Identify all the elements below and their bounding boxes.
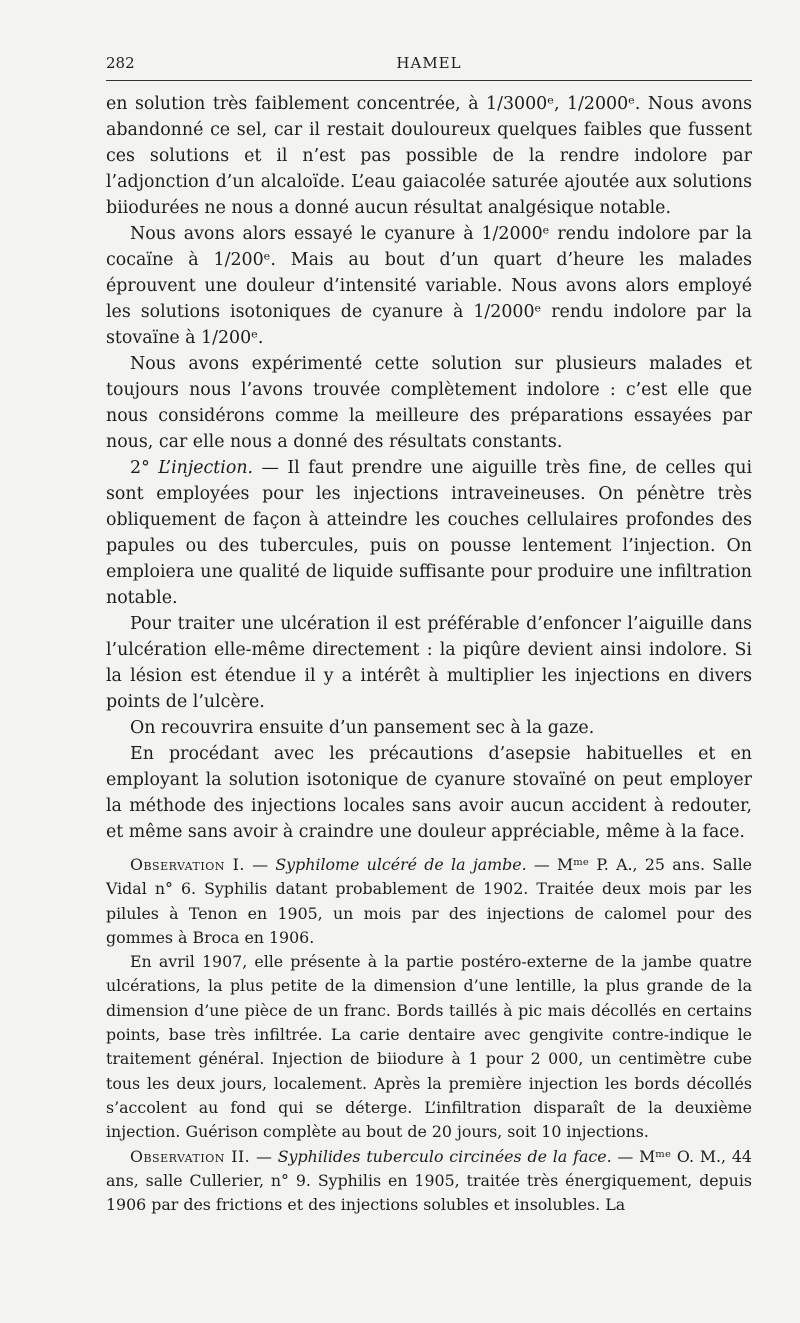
observation-label: Observation I. <box>130 855 245 874</box>
main-text <box>106 91 752 845</box>
section-dash: — <box>261 458 279 478</box>
paragraph-3: Nous avons expérimenté cette solution sur plusieurs malades et toujours nous l’avons trouvée complètement indolore : c’est elle que nous considérons comme la meilleure des préparations essayées par nous, car elle nous a donné des résultats constants. <box>106 354 752 452</box>
paragraph-5: Pour traiter une ulcération il est préférable d’enfoncer l’aiguille dans l’ulcération elle-même directement : la piqûre devient ainsi indolore. Si la lésion est étendue il y a intérêt à multiplier les injections en divers points de l’ulcère. <box>106 614 752 712</box>
running-header <box>106 54 752 81</box>
section-text: Il faut prendre une aiguille très fine, de celles qui sont employées pour les injections intraveineuses. On pénètre très obliquement de façon à atteindre les couches cellulaires profondes des papules ou des tubercules, puis on pousse lentement l’injection. On emploiera une qualité de liquide suffisante pour produire une infiltration notable. <box>106 458 753 608</box>
paragraph-2: Nous avons alors essayé le cyanure à 1/2000ᵉ rendu indolore par la cocaïne à 1/200ᵉ. Mais au bout d’un quart d’heure les malades éprouvent une douleur d’intensité variable. Nous avons alors employé les solutions isotoniques de cyanure à 1/2000ᵉ rendu indolore par la stovaïne à 1/200ᵉ. <box>106 224 752 348</box>
observation-title: Syphilome ulcéré de la jambe. <box>275 855 527 874</box>
paragraph-injection <box>106 455 752 611</box>
book-page <box>106 54 752 1217</box>
paragraph-6: On recouvrira ensuite d’un pansement sec à la gaze. <box>130 718 595 738</box>
observation-1 <box>106 853 752 950</box>
section-number: 2° <box>130 458 150 478</box>
observation-text: — Mᵐᵉ O. M., 44 ans, salle Cullerier, n° 9. Syphilis en 1905, traitée très énergiquement, depuis 1906 par des frictions et des injections solubles et insolubles. La <box>106 1146 752 1215</box>
observations <box>106 853 752 1217</box>
observation-title: Syphilides tuberculo circinées de la face. <box>277 1146 612 1166</box>
observation-dash: — <box>252 855 269 874</box>
observation-label: Observation II. <box>130 1146 251 1166</box>
observation-2 <box>106 1145 752 1218</box>
observation-text: — Mᵐᵉ P. A., 25 ans. Salle Vidal n° 6. Syphilis datant probablement de 1902. Traitée deux mois par les pilules à Tenon en 1905, un mois par des injections de calomel pour des gommes à Broca en 1906. <box>106 855 752 947</box>
running-title: HAMEL <box>396 54 462 72</box>
paragraph-1: en solution très faiblement concentrée, à 1/3000ᵉ, 1/2000ᵉ. Nous avons abandonné ce sel, car il restait douloureux quelques faibles que fussent ces solutions et il n’est pas possible de la rendre indolore par l’adjonction d’un alcaloïde. L’eau gaiacolée saturée ajoutée aux solutions biiodurées ne nous a donné aucun résultat analgésique notable. <box>106 94 752 218</box>
observation-1-continued: En avril 1907, elle présente à la partie postéro-externe de la jambe quatre ulcérations, la plus petite de la dimension d’une lentille, la plus grande de la dimension d’une pièce de un franc. Bords taillés à pic mais décollés en certains points, base très infiltrée. La carie dentaire avec gengivite contre-indique le traitement général. Injection de biiodure à 1 pour 2 000, un centimètre cube tous les deux jours, localement. Après la première injection les bords décollés s’accolent au fond qui se déterge. L’infiltration disparaît de la deuxième injection. Guérison complète au bout de 20 jours, soit 10 injections. <box>106 952 752 1142</box>
paragraph-7: En procédant avec les précautions d’asepsie habituelles et en employant la solution isotonique de cyanure stovaïné on peut employer la méthode des injections locales sans avoir aucun accident à redouter, et même sans avoir à craindre une douleur appréciable, même à la face. <box>106 744 752 842</box>
observation-dash: — <box>256 1146 272 1166</box>
section-title: L’injection. <box>158 458 254 478</box>
page-number: 282 <box>106 54 135 72</box>
